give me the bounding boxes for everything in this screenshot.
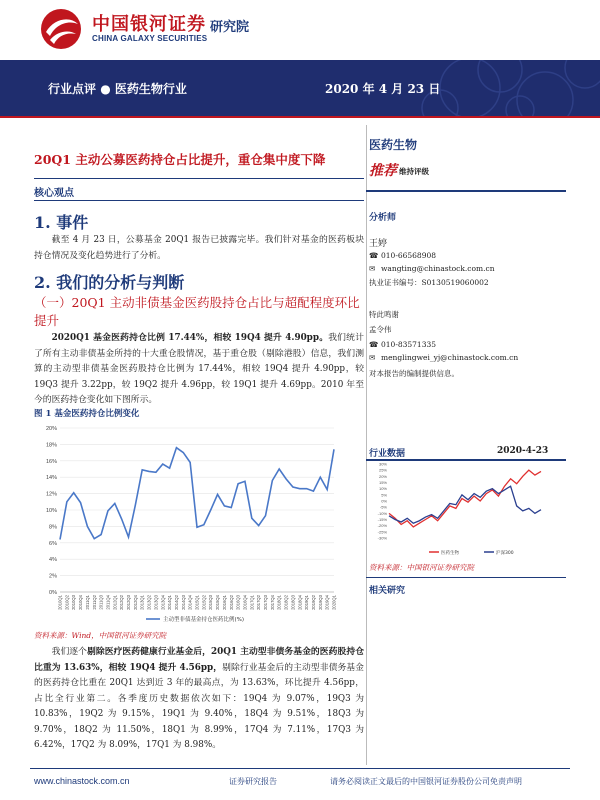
x-tick-label: 2019Q3: [317, 595, 323, 610]
x-tick-label: 2016Q2: [228, 595, 234, 610]
x-tick-label: 2017Q4: [269, 595, 275, 610]
x-tick-label: 2015Q4: [215, 595, 221, 610]
analyst1-email[interactable]: wangting@chinastock.com.cn: [381, 264, 495, 273]
x-tick-label: 2012Q4: [132, 595, 138, 610]
x-tick-label: 2015Q1: [194, 595, 200, 610]
analyst1-email-row[interactable]: [369, 264, 495, 273]
x-tick-label: 2018Q1: [276, 595, 282, 610]
email-icon: ✉: [369, 264, 376, 273]
x-tick-label: 2013Q4: [160, 595, 166, 610]
contributor-label: 特此鸣谢: [369, 310, 399, 319]
paragraph-2-highlight: 剔除医疗医药健康行业基金后，20Q1 主动型非债务基金的医药股持仓比重为 13.63%，相较 19Q4 提升 4.56pp，: [34, 647, 364, 673]
footer-website[interactable]: www.chinastock.com.cn: [34, 776, 130, 786]
x-tick-label: 2012Q2: [119, 595, 125, 610]
x-tick-label: 2019Q2: [310, 595, 316, 610]
x-tick-label: 2013Q3: [153, 595, 159, 610]
footer-divider: [30, 768, 570, 769]
y-tick-label: -25%: [377, 529, 387, 535]
y-tick-label: 6%: [49, 540, 57, 547]
figure1-source: 资料来源：Wind，中国银河证券研究院: [34, 631, 167, 640]
y-tick-label: 16%: [45, 458, 57, 465]
x-tick-label: 2010Q3: [71, 595, 77, 610]
market-data-label: 行业数据: [369, 449, 406, 459]
market-source: 资料来源：中国银河证券研究院: [369, 563, 474, 572]
analyst1-phone: 010-66568908: [381, 251, 437, 260]
analyst1-cert: 执业证书编号：S0130519060002: [369, 278, 489, 287]
core-view-label: 核心观点: [34, 188, 74, 199]
footer-disclaimer: 请务必阅读正文最后的中国银河证券股份公司免责声明: [330, 777, 522, 786]
section1-heading: 1. 事件: [34, 213, 89, 232]
analyst2-phone-row: [369, 340, 436, 349]
y-tick-label: 18%: [45, 442, 57, 449]
x-tick-label: 2018Q4: [297, 595, 303, 610]
x-tick-label: 2012Q1: [112, 595, 118, 610]
y-tick-label: -30%: [377, 535, 387, 541]
market-chart: [369, 462, 559, 558]
report-date: 2020 年 4 月 23 日: [325, 82, 441, 96]
y-tick-label: 8%: [49, 524, 57, 531]
y-tick-label: -5%: [379, 504, 387, 510]
y-tick-label: 30%: [378, 462, 387, 467]
x-tick-label: 2014Q1: [167, 595, 173, 610]
galaxy-logo-icon: [40, 8, 82, 50]
market-divider: [366, 459, 566, 461]
figure1-title: 图 1 基金医药持仓比例变化: [34, 409, 140, 419]
x-tick-label: 2010Q1: [57, 595, 63, 610]
x-tick-label: 2015Q3: [208, 595, 214, 610]
subsection1-heading: （一）20Q1 主动非债基金医药股持仓占比与超配程度环比提升: [34, 295, 360, 328]
analyst2-phone: 010-83571335: [381, 340, 437, 349]
y-tick-label: 12%: [45, 491, 57, 498]
x-tick-label: 2016Q1: [221, 595, 227, 610]
x-tick-label: 2010Q4: [78, 595, 84, 610]
x-tick-label: 2018Q3: [290, 595, 296, 610]
y-tick-label: 2%: [49, 573, 57, 580]
report-category: [48, 80, 187, 97]
analyst2-email[interactable]: menglingwei_yj@chinastock.com.cn: [381, 353, 519, 362]
related-research-label[interactable]: 相关研究: [369, 586, 406, 596]
figure1-chart: [34, 420, 344, 628]
market-data-date: 2020-4-23: [497, 446, 549, 456]
institute-label: 研究院: [210, 20, 250, 35]
phone-icon: ☎: [369, 251, 379, 260]
logo-chinese-name: 中国银河证券: [92, 14, 206, 35]
x-tick-label: 2013Q1: [139, 595, 145, 610]
paragraph-1-highlight: 2020Q1 基金医药持仓比例 17.44%，相较 19Q4 提升 4.90pp。: [51, 333, 329, 343]
x-tick-label: 2011Q3: [98, 595, 104, 610]
x-tick-label: 2017Q1: [249, 595, 255, 610]
x-tick-label: 2013Q2: [146, 595, 152, 610]
x-tick-label: 2014Q4: [187, 595, 193, 610]
header-divider: [0, 116, 600, 118]
analyst1-phone-row: [369, 251, 436, 260]
sector-name: 医药生物: [369, 138, 418, 152]
series-line-csi300: [389, 486, 541, 523]
rating-value: 推荐: [369, 163, 397, 179]
rating-divider: [366, 190, 566, 192]
x-tick-label: 2014Q3: [180, 595, 186, 610]
paragraph-2-body: 剔除行业基金后的主动型非债务基金的医药持仓比重在 20Q1 达到近 3 年的最高点，为 13.63%，环比提升 4.56pp，占比全行业第二。各季度历史数据依次如下：19Q4 为 9.07%，19Q3 为 10.83%，19Q2 为 9.15%，19Q1 为 9.40%，18Q4 为 9.51%，18Q3 为 9.70%，18Q2 为 11.50%，18Q1 为 8.99%，17Q4 为 7.11%，17Q3 为 6.42%，17Q2 为 8.09%，17Q1 为 8.98%。: [34, 662, 364, 750]
x-tick-label: 2016Q4: [242, 595, 248, 610]
x-tick-label: 2011Q2: [91, 595, 97, 610]
footer-center: 证券研究报告: [229, 777, 277, 786]
x-tick-label: 2015Q2: [201, 595, 207, 610]
analyst-label: 分析师: [369, 213, 397, 223]
x-tick-label: 2019Q1: [304, 595, 310, 610]
y-tick-label: 10%: [378, 486, 387, 492]
y-tick-label: 5%: [381, 492, 387, 498]
legend-label: 医药生物: [441, 551, 459, 556]
y-tick-label: 4%: [49, 557, 57, 564]
y-tick-label: 0%: [381, 498, 387, 504]
source-divider: [366, 577, 566, 578]
y-tick-label: 0%: [49, 590, 57, 596]
analyst2-name: 孟令伟: [369, 325, 392, 334]
y-tick-label: -15%: [377, 517, 387, 522]
analyst1-name: 王婷: [369, 239, 388, 249]
x-tick-label: 2011Q1: [84, 595, 90, 610]
x-tick-label: 2018Q2: [283, 595, 289, 610]
industry-name: 医药生物行业: [114, 82, 187, 96]
x-tick-label: 2014Q2: [173, 595, 179, 610]
y-tick-label: 15%: [378, 480, 387, 485]
series-line-pharma: [389, 470, 541, 527]
analyst2-email-row[interactable]: [369, 353, 518, 362]
report-title: 20Q1 主动公募医药持仓占比提升，重仓集中度下降: [34, 152, 326, 167]
x-tick-label: 2010Q2: [64, 595, 70, 610]
x-tick-label: 2011Q4: [105, 595, 111, 610]
section1-paragraph: 截至 4 月 23 日，公募基金 20Q1 报告已披露完毕。我们针对基金的医药板块持仓情况及变化趋势进行了分析。: [34, 235, 364, 261]
legend-label: 主动型非债基金持仓医药比例(%): [163, 617, 245, 623]
y-tick-label: -20%: [377, 523, 387, 529]
column-divider: [366, 125, 367, 765]
paragraph-2-lead: 我们逐个: [51, 647, 88, 657]
section2-heading: 2. 我们的分析与判断: [34, 273, 185, 292]
y-tick-label: 25%: [378, 467, 387, 473]
y-tick-label: 20%: [378, 473, 387, 479]
x-tick-label: 2020Q1: [331, 595, 337, 610]
legend-label: 沪深300: [496, 551, 514, 556]
contributor-note: 对本报告的编制提供信息。: [369, 369, 459, 378]
rating-note: 维持评级: [399, 167, 429, 176]
paragraph-1: [34, 331, 364, 409]
x-tick-label: 2012Q3: [126, 595, 131, 610]
phone-icon: ☎: [369, 340, 379, 349]
logo-english-name: CHINA GALAXY SECURITIES: [92, 34, 208, 43]
y-tick-label: 20%: [45, 426, 57, 432]
core-divider: [34, 200, 364, 201]
paragraph-1-body: 我们统计了所有主动非债基金所持的十大重仓股情况，基于重仓股（剔除港股）信息，我们测算的主动型非债基金医药股持仓比例为 17.44%，相较 19Q4 提升 4.90pp，较 19Q3 提升 3.22pp，较 19Q2 提升 4.96pp，较 19Q1 提升 4.69pp。2010 年至今的医药持仓变化如下图所示。: [34, 333, 364, 405]
x-tick-label: 2017Q2: [256, 595, 262, 610]
bullet-icon: ●: [96, 82, 115, 96]
x-tick-label: 2016Q3: [235, 595, 241, 610]
y-tick-label: 10%: [45, 508, 57, 514]
y-tick-label: -10%: [377, 510, 387, 516]
x-tick-label: 2019Q4: [324, 595, 330, 610]
report-type: 行业点评: [48, 82, 97, 96]
paragraph-2: [34, 645, 364, 754]
x-tick-label: 2017Q3: [263, 595, 268, 610]
email-icon: ✉: [369, 353, 376, 362]
title-divider: [34, 178, 364, 179]
y-tick-label: 14%: [45, 475, 57, 482]
